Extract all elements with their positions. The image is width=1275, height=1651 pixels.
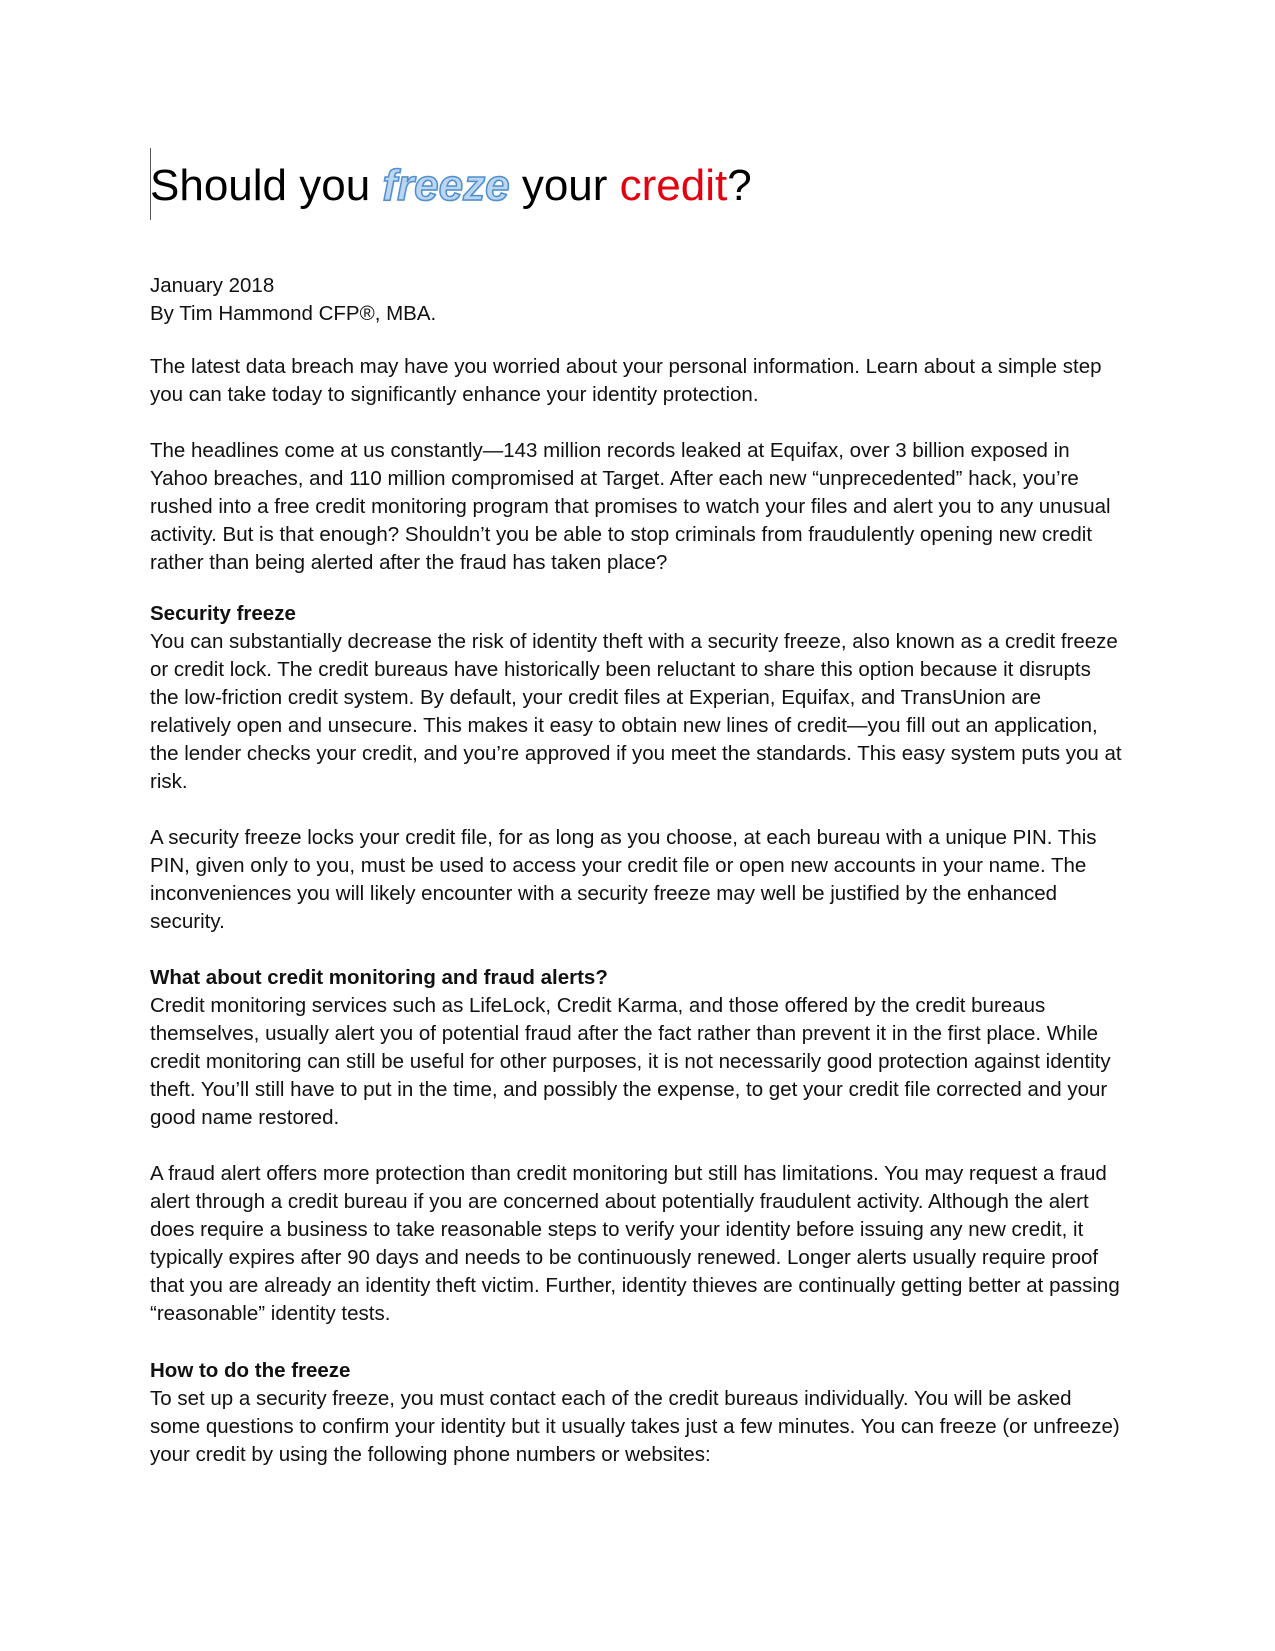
intro-text: The latest data breach may have you worried about your personal information. Learn about a simple step you can take today to significantly enhance your identity protection. xyxy=(150,355,1102,406)
headlines-paragraph xyxy=(150,437,1125,577)
security-freeze-text: You can substantially decrease the risk of identity theft with a security freeze, also known as a credit freeze or credit lock. The credit bureaus have historically been reluctant to share this option because it disrupts the low-friction credit system. By default, your credit files at Experian, Equifax, and TransUnion are relatively open and unsecure. This makes it easy to obtain new lines of credit—you fill out an application, the lender checks your credit, and you’re approved if you meet the standards. This easy system puts you at risk. xyxy=(150,630,1122,793)
section-heading-security-freeze: Security freeze xyxy=(150,602,296,625)
article-meta xyxy=(150,272,1125,328)
title-part1: Should you xyxy=(150,161,383,210)
credit-monitoring-text: Credit monitoring services such as LifeLock, Credit Karma, and those offered by the credit bureaus themselves, usually alert you of potential fraud after the fact rather than prevent it in the first place. While credit monitoring can still be useful for other purposes, it is not necessarily good protection against identity theft. You’ll still have to put in the time, and possibly the expense, to get your credit file corrected and your good name restored. xyxy=(150,994,1111,1129)
fraud-alert-paragraph xyxy=(150,1160,1125,1328)
section-heading-credit-monitoring: What about credit monitoring and fraud alerts? xyxy=(150,966,608,989)
pin-text: A security freeze locks your credit file, for as long as you choose, at each bureau with a unique PIN. This PIN, given only to you, must be used to access your credit file or open new accounts in your name. The inconveniences you will likely encounter with a security freeze may well be justified by the enhanced security. xyxy=(150,826,1097,933)
title-freeze-wordart: freeze xyxy=(382,161,510,210)
article-date: January 2018 xyxy=(150,274,275,297)
title-credit-word: credit xyxy=(619,161,728,210)
how-to-freeze-text: To set up a security freeze, you must contact each of the credit bureaus individually. You will be asked some questions to confirm your identity but it usually takes just a few minutes. You can freeze (or unfreeze) your credit by using the following phone numbers or websites: xyxy=(150,1387,1120,1466)
headlines-text: The headlines come at us constantly—143 million records leaked at Equifax, over 3 billion exposed in Yahoo breaches, and 110 million compromised at Target. After each new “unprecedented” hack, you’re rushed into a free credit monitoring program that promises to watch your files and alert you to any unusual activity. But is that enough? Shouldn’t you be able to stop criminals from fraudulently opening new credit rather than being alerted after the fraud has taken place? xyxy=(150,439,1111,574)
document-title xyxy=(150,150,752,222)
section-how-to-freeze xyxy=(150,1357,1125,1469)
section-heading-how-to-freeze: How to do the freeze xyxy=(150,1359,351,1382)
intro-paragraph xyxy=(150,353,1125,409)
title-end: ? xyxy=(727,161,752,210)
title-part2: your xyxy=(509,161,620,210)
article-byline: By Tim Hammond CFP®, MBA. xyxy=(150,302,437,325)
section-credit-monitoring xyxy=(150,964,1125,1132)
section-security-freeze xyxy=(150,600,1125,796)
fraud-alert-text: A fraud alert offers more protection than credit monitoring but still has limitations. You may request a fraud alert through a credit bureau if you are concerned about potentially fraudulent activity. Although the alert does require a business to take reasonable steps to verify your identity before issuing any new credit, it typically expires after 90 days and needs to be continuously renewed. Longer alerts usually require proof that you are already an identity theft victim. Further, identity thieves are continually getting better at passing “reasonable” identity tests. xyxy=(150,1162,1120,1325)
pin-paragraph xyxy=(150,824,1125,936)
